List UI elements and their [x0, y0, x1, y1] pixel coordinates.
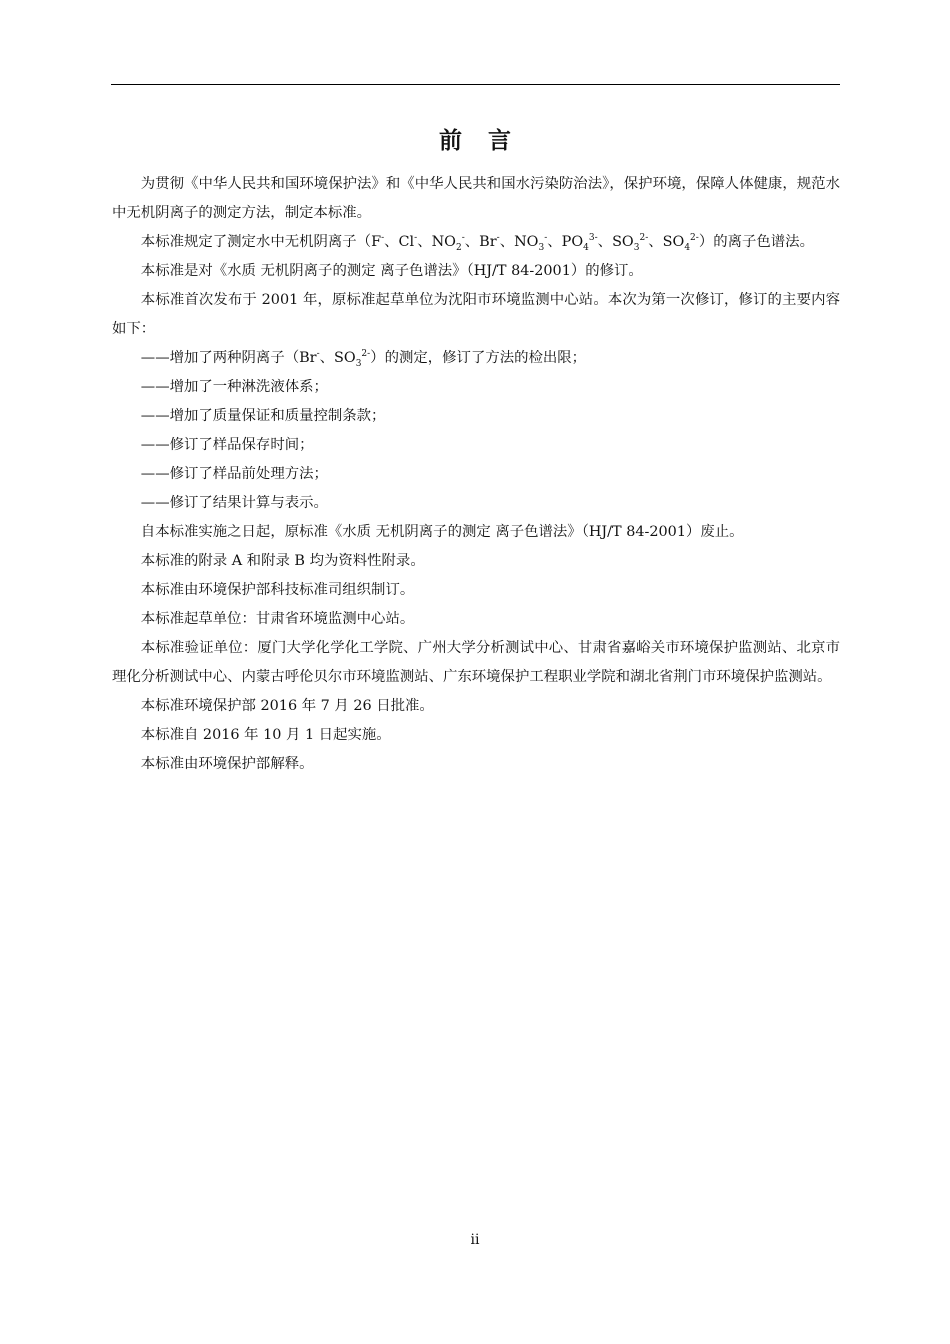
paragraph-effective-date: 本标准自 2016 年 10 月 1 日起实施。: [140, 727, 391, 743]
paragraph-appendix: 本标准的附录 A 和附录 B 均为资料性附录。: [140, 553, 425, 569]
header-rule: [111, 84, 840, 85]
paragraph-verifier: 本标准验证单位：厦门大学化学化工学院、广州大学分析测试中心、甘肃省嘉峪关市环境保护监测站、北京市理化分析测试中心、内蒙古呼伦贝尔市环境监测站、广东环境保护工程职业学院和湖北省荆门市环境保护监测站。: [112, 640, 840, 685]
change-item: ——修订了样品保存时间；: [140, 437, 314, 453]
ion: $NO_2^-$: [431, 233, 465, 253]
scope-suffix: ）的离子色谱法。: [698, 234, 814, 250]
paragraph-scope: [112, 228, 840, 257]
change-item: ——增加了一种淋洗液体系；: [140, 379, 328, 395]
ion: $NO_3^-$: [514, 233, 548, 253]
ion: Br-: [299, 349, 320, 366]
ion: Br-: [479, 233, 500, 250]
paragraph-purpose: 为贯彻《中华人民共和国环境保护法》和《中华人民共和国水污染防治法》，保护环境，保障人体健康，规范水中无机阴离子的测定方法，制定本标准。: [112, 176, 840, 221]
ion: $SO_3^{2-}$: [334, 349, 371, 369]
ion-list: F-、Cl-、$NO_2^-$、Br-、$NO_3^-$、$PO_4^{3-}$、$SO_3^{2-}$、$SO_4^{2-}$: [371, 233, 699, 253]
change-item: ——增加了质量保证和质量控制条款；: [140, 408, 386, 424]
page-number: ii: [470, 1232, 480, 1248]
ion: F-: [371, 233, 385, 250]
paragraph-revision-of: 本标准是对《水质 无机阴离子的测定 离子色谱法》（HJ/T 84-2001）的修订。: [140, 263, 643, 279]
ion: $SO_3^{2-}$: [612, 233, 649, 253]
ion: $PO_4^{3-}$: [561, 233, 598, 253]
paragraph-abolish: 自本标准实施之日起，原标准《水质 无机阴离子的测定 离子色谱法》（HJ/T 84-2001）废止。: [140, 524, 744, 540]
change-item: ——修订了样品前处理方法；: [140, 466, 328, 482]
paragraph-interpretation: 本标准由环境保护部解释。: [140, 756, 314, 772]
preface-body: [112, 170, 840, 779]
change-item: ——修订了结果计算与表示。: [140, 495, 328, 511]
paragraph-drafter: 本标准起草单位：甘肃省环境监测中心站。: [140, 611, 415, 627]
ion: $SO_4^{2-}$: [662, 233, 699, 253]
paragraph-organizer: 本标准由环境保护部科技标准司组织制订。: [140, 582, 415, 598]
page-title: 前言: [439, 128, 537, 154]
paragraph-approval-date: 本标准环境保护部 2016 年 7 月 26 日批准。: [140, 698, 434, 714]
ion: Cl-: [398, 233, 418, 250]
scope-prefix: 本标准规定了测定水中无机阴离子（: [140, 234, 372, 250]
change-item: ——增加了两种阴离子（Br-、$SO_3^{2-}$）的测定，修订了方法的检出限；: [140, 349, 587, 369]
paragraph-history: 本标准首次发布于 2001 年，原标准起草单位为沈阳市环境监测中心站。本次为第一次修订，修订的主要内容如下：: [112, 292, 840, 337]
